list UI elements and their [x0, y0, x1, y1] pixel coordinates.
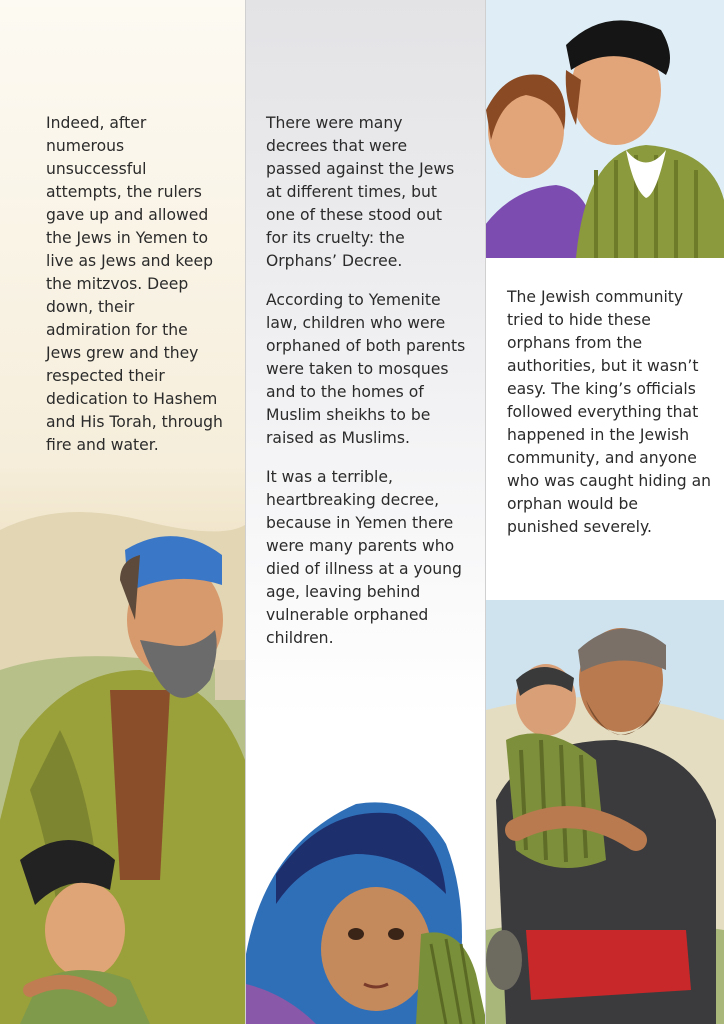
man-carrying-child-illustration: [486, 600, 724, 1024]
sad-children-illustration: [486, 0, 724, 258]
middle-paragraph-1: There were many decrees that were passed against the Jews at different times, but one of these stood out for its cruelty: the Orphans’ Decree.: [266, 114, 455, 270]
orphan-girl-illustration: [246, 784, 486, 1024]
middle-text: [266, 112, 466, 666]
right-text: The Jewish community tried to hide these orphans from the authorities, but it wasn’t easy. The king’s officials followed everything that happened in the Jewish community, and anyone who was caught hiding an orphan would be punished severely.: [507, 288, 712, 536]
left-column: [0, 0, 245, 1024]
left-text: Indeed, after numerous unsuccessful attempts, the rulers gave up and allowed the Jews in Yemen to live as Jews and keep the mitzvos. Deep down, their admiration for the Jews grew and they respected their dedication to Hashem and His Torah, through fire and water.: [46, 114, 223, 454]
middle-column: [245, 0, 486, 1024]
right-column: [486, 0, 724, 1024]
middle-paragraph-2: According to Yemenite law, children who were orphaned of both parents were taken to mosques and to the homes of Muslim sheikhs to be raised as Muslims.: [266, 291, 466, 447]
middle-paragraph-3: It was a terrible, heartbreaking decree, because in Yemen there were many parents who died of illness at a young age, leaving behind vulnerable orphaned children.: [266, 468, 462, 647]
elder-with-boy-illustration: [0, 500, 245, 1024]
